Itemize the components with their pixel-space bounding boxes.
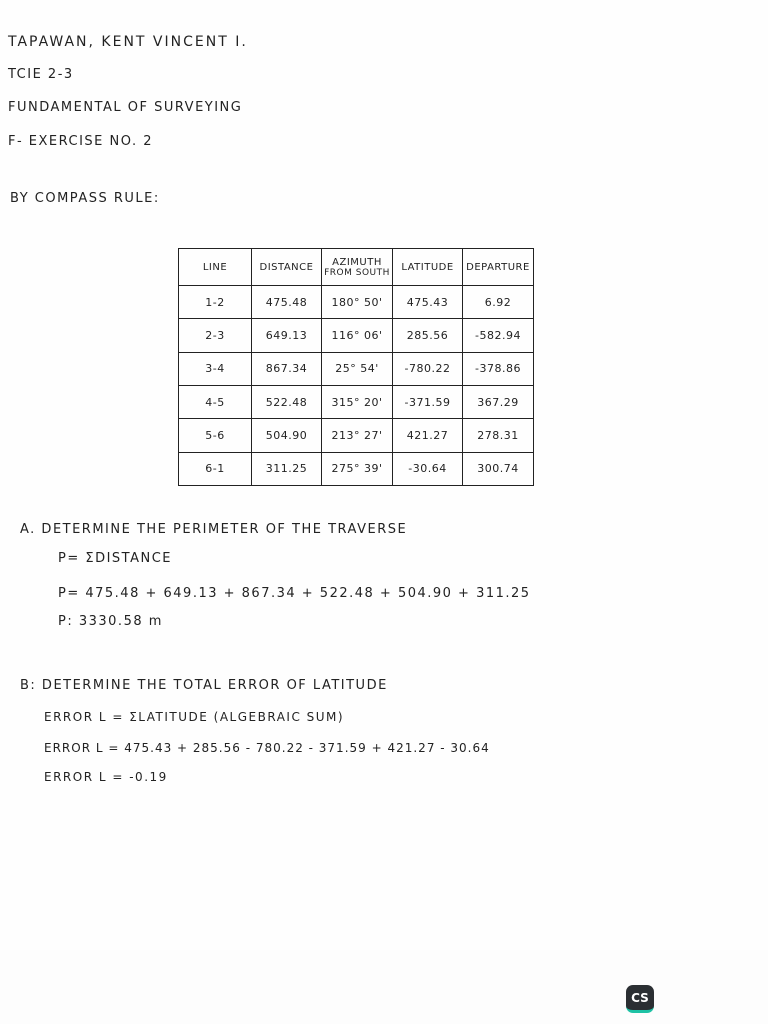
cell-distance: 504.90: [252, 419, 322, 452]
part-a-formula: P= ΣDISTANCE: [58, 551, 173, 566]
cell-distance: 311.25: [252, 452, 322, 485]
part-a-substitution: P= 475.48 + 649.13 + 867.34 + 522.48 + 504.90 + 311.25: [58, 586, 531, 601]
header-departure: DEPARTURE: [463, 249, 534, 286]
cell-latitude: -780.22: [393, 352, 463, 385]
cell-latitude: 475.43: [393, 286, 463, 319]
camscanner-logo-text: CS: [631, 990, 649, 1005]
cell-latitude: 285.56: [393, 319, 463, 352]
table-row: [179, 385, 534, 418]
cell-distance: 475.48: [252, 286, 322, 319]
part-b-substitution: ERROR L = 475.43 + 285.56 - 780.22 - 371.59 + 421.27 - 30.64: [44, 741, 490, 755]
cell-latitude: 421.27: [393, 419, 463, 452]
cell-departure: -378.86: [463, 352, 534, 385]
header-latitude: LATITUDE: [393, 249, 463, 286]
part-a-result: P: 3330.58 m: [58, 614, 163, 629]
cell-line: 4-5: [179, 385, 252, 418]
cell-azimuth: 180° 50': [322, 286, 393, 319]
cell-departure: -582.94: [463, 319, 534, 352]
cell-distance: 522.48: [252, 385, 322, 418]
cell-azimuth: 315° 20': [322, 385, 393, 418]
part-b-formula: ERROR L = ΣLATITUDE (ALGEBRAIC SUM): [44, 710, 345, 724]
cell-departure: 367.29: [463, 385, 534, 418]
cell-departure: 300.74: [463, 452, 534, 485]
camscanner-logo: [626, 985, 654, 1013]
table-row: [179, 319, 534, 352]
part-b-title: B: DETERMINE THE TOTAL ERROR OF LATITUDE: [20, 678, 388, 693]
header-line: LINE: [179, 249, 252, 286]
cell-line: 1-2: [179, 286, 252, 319]
table-row: [179, 419, 534, 452]
method-heading: BY COMPASS RULE:: [10, 191, 160, 206]
student-name: TAPAWAN, KENT VINCENT I.: [8, 34, 248, 50]
cell-line: 3-4: [179, 352, 252, 385]
header-azimuth-label: AZIMUTH: [332, 256, 382, 268]
cell-azimuth: 116° 06': [322, 319, 393, 352]
header-azimuth-sub: FROM SOUTH: [324, 267, 390, 278]
table-row: [179, 352, 534, 385]
section-label: TCIE 2-3: [8, 67, 74, 82]
cell-line: 6-1: [179, 452, 252, 485]
traverse-table: [178, 248, 534, 486]
header-azimuth: [322, 249, 393, 286]
table-row: [179, 286, 534, 319]
table-header-row: [179, 249, 534, 286]
course-title: FUNDAMENTAL OF SURVEYING: [8, 100, 243, 115]
cell-azimuth: 275° 39': [322, 452, 393, 485]
table-row: [179, 452, 534, 485]
cell-departure: 278.31: [463, 419, 534, 452]
cell-azimuth: 213° 27': [322, 419, 393, 452]
exercise-label: F- EXERCISE NO. 2: [8, 134, 153, 149]
part-a-title: A. DETERMINE THE PERIMETER OF THE TRAVERSE: [20, 522, 408, 537]
cell-distance: 867.34: [252, 352, 322, 385]
cell-departure: 6.92: [463, 286, 534, 319]
cell-line: 2-3: [179, 319, 252, 352]
cell-latitude: -30.64: [393, 452, 463, 485]
header-distance: DISTANCE: [252, 249, 322, 286]
cell-distance: 649.13: [252, 319, 322, 352]
cell-azimuth: 25° 54': [322, 352, 393, 385]
cell-latitude: -371.59: [393, 385, 463, 418]
part-b-result: ERROR L = -0.19: [44, 770, 168, 784]
cell-line: 5-6: [179, 419, 252, 452]
